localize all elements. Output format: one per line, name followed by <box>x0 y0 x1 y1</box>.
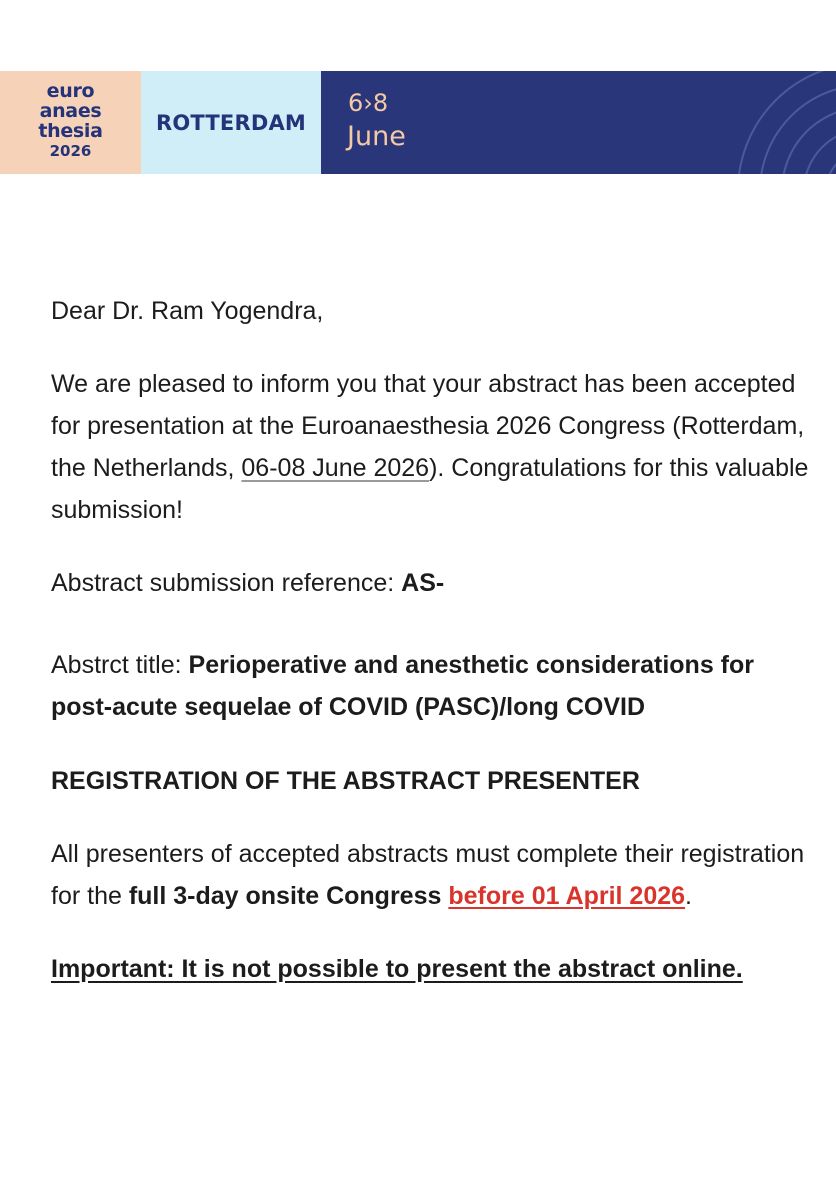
registration-period: . <box>685 882 692 910</box>
registration-full-congress: full 3-day onsite Congress <box>128 882 442 910</box>
abstract-title <box>51 644 811 728</box>
email-body <box>51 290 811 990</box>
intro-paragraph <box>51 363 811 531</box>
intro-text-start: We are pleased to inform you that your abstract has been accepted for presentation at the Euroanaesthesia 2026 Congress (Rotterdam, the Netherlands, <box>51 370 805 482</box>
banner-month: June <box>347 121 406 152</box>
reference-value: AS- <box>401 569 445 597</box>
banner-days: 6›8 <box>348 89 389 117</box>
registration-deadline-link[interactable]: before 01 April 2026 <box>448 882 686 910</box>
logo-line-thesia: thesia <box>38 120 103 142</box>
registration-heading <box>51 760 811 802</box>
logo-line-euro: euro <box>46 80 95 102</box>
event-banner <box>0 71 836 174</box>
redacted-reference <box>51 606 351 620</box>
important-notice <box>51 948 811 990</box>
registration-text: All presenters of accepted abstracts must complete their registration for the <box>51 840 805 910</box>
banner-city: ROTTERDAM <box>155 110 307 135</box>
euroanaesthesia-logo <box>0 71 141 174</box>
title-value: Perioperative and anesthetic considerations for post-acute sequelae of COVID (PASC)/long COVID <box>51 651 754 721</box>
banner-city-panel <box>141 71 321 174</box>
greeting: Dear Dr. Ram Yogendra, <box>51 297 324 325</box>
banner-date-panel <box>321 71 836 174</box>
intro-text-end: ). Congratulations for this valuable submission! <box>51 454 809 524</box>
congress-date-link[interactable]: 06-08 June 2026 <box>241 454 430 482</box>
title-label: Abstrct title: <box>51 651 189 679</box>
important-notice-text: Important: It is not possible to present the abstract online. <box>51 955 743 983</box>
reference-label: Abstract submission reference: <box>51 569 402 597</box>
decorative-arcs-icon <box>676 71 836 174</box>
logo-line-anaes: anaes <box>39 100 102 122</box>
registration-paragraph <box>51 833 811 917</box>
registration-heading-text: REGISTRATION OF THE ABSTRACT PRESENTER <box>51 767 640 795</box>
abstract-reference <box>51 562 811 620</box>
logo-year: 2026 <box>49 142 92 160</box>
